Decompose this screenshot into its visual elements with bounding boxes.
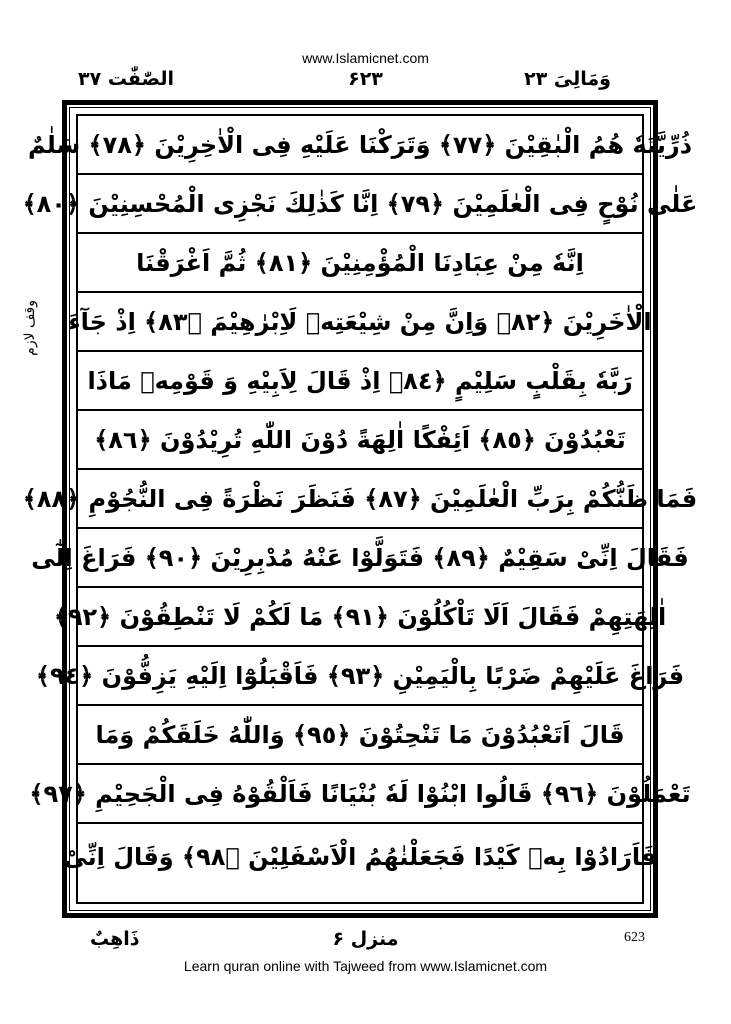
surah-name: الصّٰفّٰت ۳۷ <box>78 68 174 90</box>
site-url[interactable]: www.Islamicnet.com <box>302 50 429 66</box>
verse-line: اِنَّهٗ مِنْ عِبَادِنَا الْمُؤْمِنِيْنَ ﴿٨١﴾ ثُمَّ اَغْرَقْنَا <box>78 234 642 293</box>
verse-line: فَقَالَ اِنِّىْ سَقِيْمٌ ﴿٨٩﴾ فَتَوَلَّوْا عَنْهُ مُدْبِرِيْنَ ﴿٩٠﴾ فَرَاغَ اِلٰٓى <box>78 529 642 588</box>
catchword: ذَاهِبٌ <box>90 928 140 950</box>
verse-line: تَعْمَلُوْنَ ﴿٩٦﴾ قَالُوا ابْنُوْا لَهٗ بُنْيَانًا فَاَلْقُوْهُ فِى الْجَحِيْمِ ﴿٩٧﴾ <box>78 765 642 824</box>
verse-line: قَالَ اَتَعْبُدُوْنَ مَا تَنْحِتُوْنَ ﴿٩٥﴾ وَاللّٰهُ خَلَقَكُمْ وَمَا <box>78 706 642 765</box>
verse-line: فَرَاغَ عَلَيْهِمْ ضَرْبًا بِالْيَمِيْنِ ﴿٩٣﴾ فَاَقْبَلُوْٓا اِلَيْهِ يَزِفُّوْنَ ﴿٩٤﴾ <box>78 647 642 706</box>
manzil-label: منزل ۶ <box>332 928 399 950</box>
juz-name: وَمَالِىَ ۲۳ <box>524 68 611 90</box>
footer-tagline[interactable]: Learn quran online with Tajweed from www.Islamicnet.com <box>183 958 548 974</box>
page-number: 623 <box>624 930 645 945</box>
verse-line: تَعْبُدُوْنَ ﴿٨٥﴾ اَئِفْكًا اٰلِهَةً دُوْنَ اللّٰهِ تُرِيْدُوْنَ ﴿٨٦﴾ <box>78 411 642 470</box>
page-number-arabic: ۶۲۳ <box>348 68 383 90</box>
verse-line: اٰلِهَتِهِمْ فَقَالَ اَلَا تَاْكُلُوْنَ ﴿٩١﴾ مَا لَكُمْ لَا تَنْطِقُوْنَ ﴿٩٢﴾ <box>78 588 642 647</box>
verse-line: فَمَا ظَنُّكُمْ بِرَبِّ الْعٰلَمِيْنَ ﴿٨٧﴾ فَنَظَرَ نَظْرَةً فِى النُّجُوْمِ ﴿٨٨﴾ <box>78 470 642 529</box>
verse-line: الْاٰخَرِيْنَ ﴿٨٢﴾ وَاِنَّ مِنْ شِيْعَتِهٖ لَاِبْرٰهِيْمَ ﴿٨٣﴾ اِذْ جَآءَ <box>78 293 642 352</box>
verse-line: رَبَّهٗ بِقَلْبٍ سَلِيْمٍ ﴿٨٤﴾ اِذْ قَالَ لِاَبِيْهِ وَ قَوْمِهٖ مَاذَا <box>78 352 642 411</box>
verse-line: ذُرِّيَّتَهٗ هُمُ الْبٰقِيْنَ ﴿٧٧﴾ وَتَرَكْنَا عَلَيْهِ فِى الْاٰخِرِيْنَ ﴿٧٨﴾ سَلٰمٌ <box>78 116 642 175</box>
verse-line: فَاَرَادُوْا بِهٖ كَيْدًا فَجَعَلْنٰهُمُ الْاَسْفَلِيْنَ ﴿٩٨﴾ وَقَالَ اِنِّىْ <box>63 842 657 871</box>
margin-note-waqf: وقف لازم <box>22 300 38 356</box>
verse-line: عَلٰى نُوْحٍ فِى الْعٰلَمِيْنَ ﴿٧٩﴾ اِنَّا كَذٰلِكَ نَجْزِى الْمُحْسِنِيْنَ ﴿٨٠﴾ <box>78 175 642 234</box>
